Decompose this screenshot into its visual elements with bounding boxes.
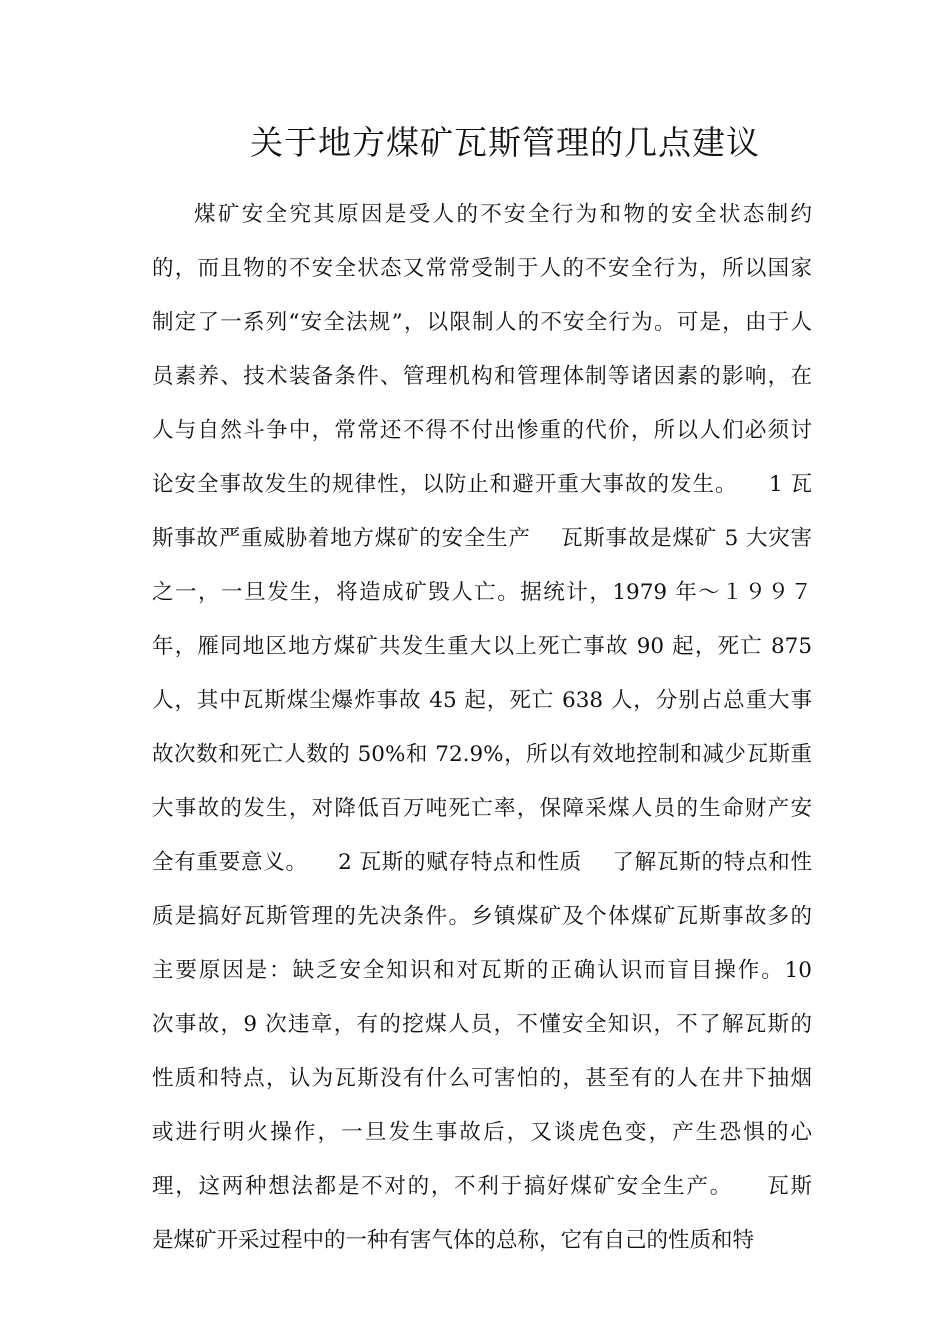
body-line: 年，雁同地区地方煤矿共发生重大以上死亡事故 90 起，死亡 875 xyxy=(152,634,812,659)
body-line: 或进行明火操作，一旦发生事故后，又谈虎色变，产生恐惧的心 xyxy=(152,1120,812,1145)
body-line: 制定了一系列“安全法规”，以限制人的不安全行为。可是，由于人 xyxy=(152,310,812,335)
body-line: 人与自然斗争中，常常还不得不付出惨重的代价，所以人们必须讨 xyxy=(152,418,812,443)
body-line: 的，而且物的不安全状态又常常受制于人的不安全行为，所以国家 xyxy=(152,256,812,281)
body-line: 大事故的发生，对降低百万吨死亡率，保障采煤人员的生命财产安 xyxy=(152,796,812,821)
body-line: 次事故，9 次违章，有的挖煤人员，不懂安全知识，不了解瓦斯的 xyxy=(152,1012,812,1037)
body-line: 之一，一旦发生，将造成矿毁人亡。据统计，1979 年～１９９７ xyxy=(152,580,812,605)
body-line: 论安全事故发生的规律性，以防止和避开重大事故的发生。 1 瓦 xyxy=(152,472,812,497)
body-line: 全有重要意义。 2 瓦斯的赋存特点和性质 了解瓦斯的特点和性 xyxy=(152,850,812,875)
body-line: 主要原因是：缺乏安全知识和对瓦斯的正确认识而盲目操作。10 xyxy=(152,958,812,983)
body-line: 性质和特点，认为瓦斯没有什么可害怕的，甚至有的人在井下抽烟 xyxy=(152,1066,812,1091)
body-line: 质是搞好瓦斯管理的先决条件。乡镇煤矿及个体煤矿瓦斯事故多的 xyxy=(152,904,812,929)
body-line: 人，其中瓦斯煤尘爆炸事故 45 起，死亡 638 人，分别占总重大事 xyxy=(152,688,812,713)
body-line: 理，这两种想法都是不对的，不利于搞好煤矿安全生产。 瓦斯 xyxy=(152,1174,812,1199)
body-line: 是煤矿开采过程中的一种有害气体的总称，它有自己的性质和特 xyxy=(152,1228,755,1253)
body-line: 员素养、技术装备条件、管理机构和管理体制等诸因素的影响，在 xyxy=(152,364,812,389)
body-line: 故次数和死亡人数的 50%和 72.9%，所以有效地控制和减少瓦斯重 xyxy=(152,742,812,767)
document-body xyxy=(152,196,812,1276)
body-line: 斯事故严重威胁着地方煤矿的安全生产 瓦斯事故是煤矿 5 大灾害 xyxy=(152,526,812,551)
document-title: 关于地方煤矿瓦斯管理的几点建议 xyxy=(250,123,760,162)
body-line: 煤矿安全究其原因是受人的不安全行为和物的安全状态制约 xyxy=(194,202,812,227)
